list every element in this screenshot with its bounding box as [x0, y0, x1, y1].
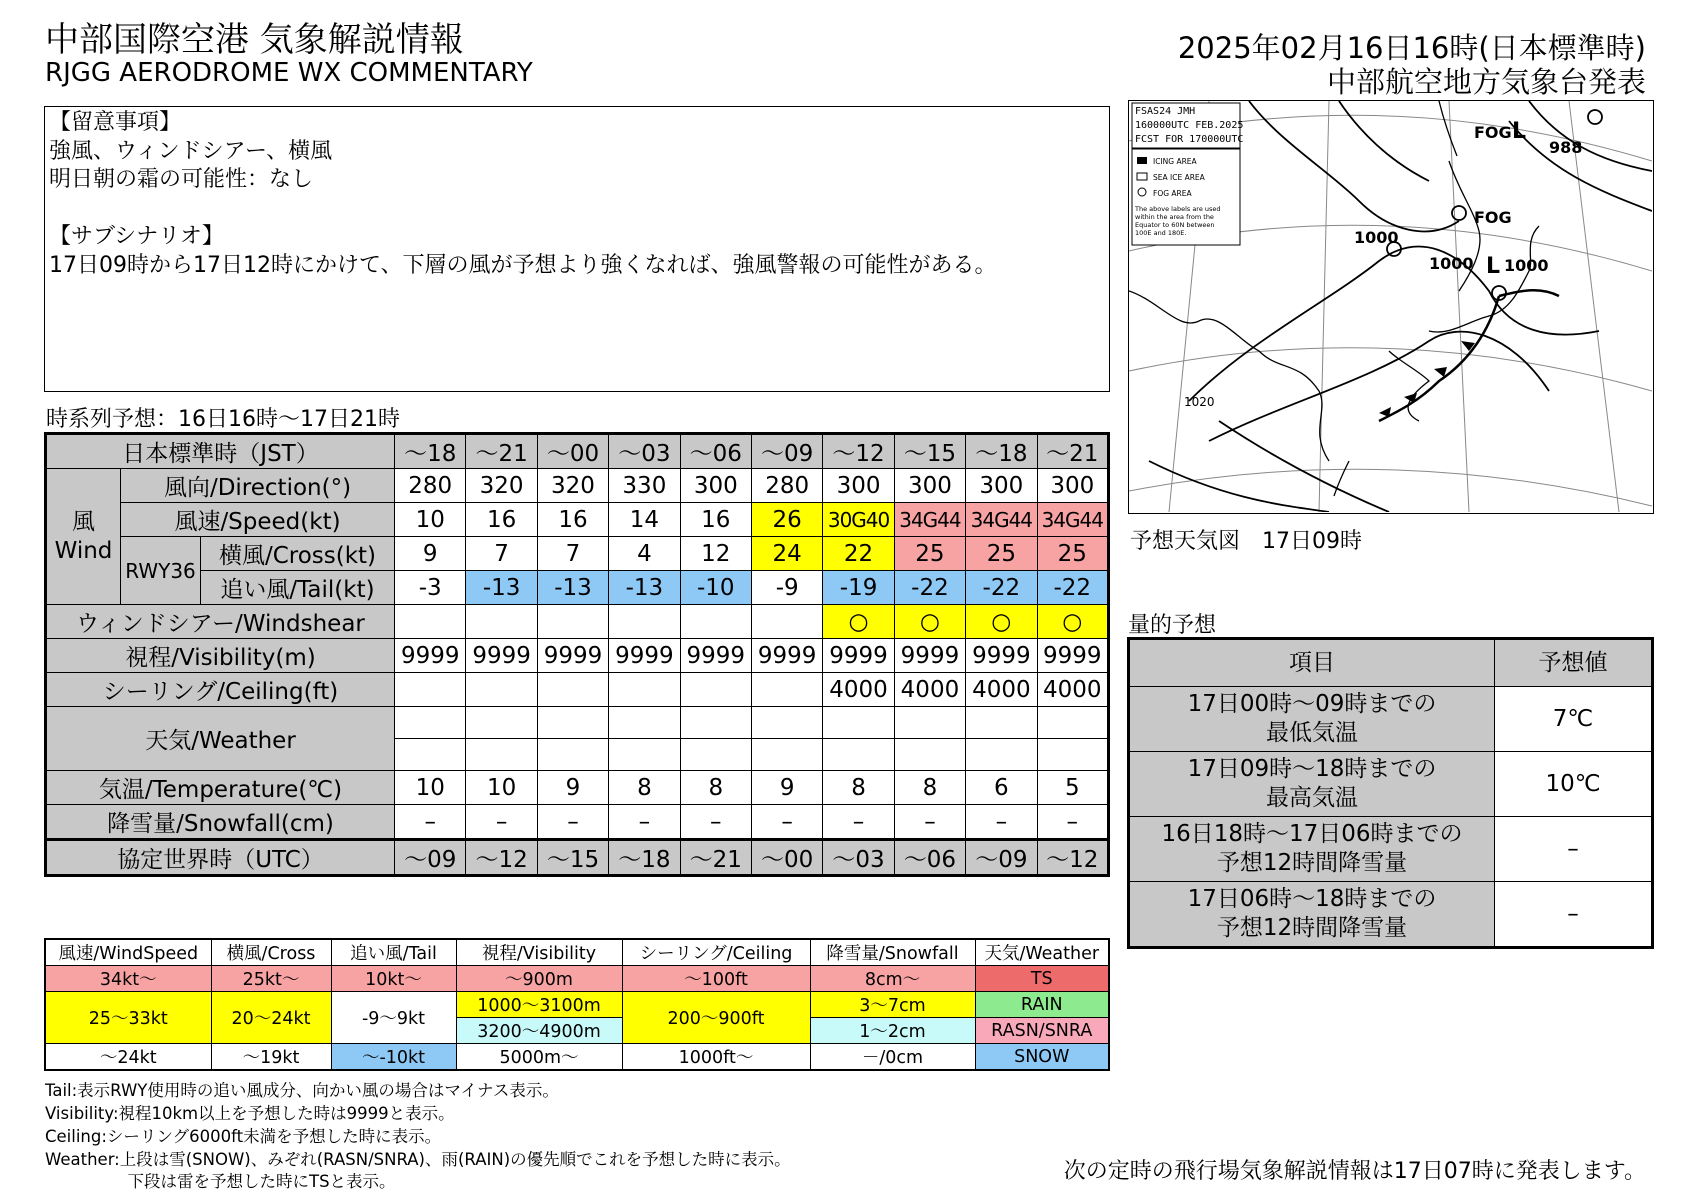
- row-tail: [46, 571, 1109, 605]
- quant-item: [1129, 817, 1495, 882]
- row-utc: [46, 840, 1109, 876]
- wind-label-jp: 風: [72, 508, 95, 535]
- windshear-label: ウィンドシアー/Windshear: [46, 605, 395, 639]
- legend-cell: -9～9kt: [331, 992, 456, 1044]
- visibility-cell: 9999: [1037, 639, 1108, 673]
- utc-cell: ～12: [1037, 840, 1108, 876]
- cross-cell: 12: [680, 537, 751, 571]
- snowfall-cell: –: [466, 805, 537, 840]
- visibility-cell: 9999: [395, 639, 466, 673]
- temperature-cell: 8: [823, 771, 894, 805]
- wind-group-label: [46, 469, 121, 605]
- row-cross: [46, 537, 1109, 571]
- legend-cell: －/0cm: [810, 1044, 975, 1071]
- cross-cell: 7: [466, 537, 537, 571]
- visibility-cell: 9999: [894, 639, 965, 673]
- cross-label: 横風/Cross(kt): [201, 537, 395, 571]
- temperature-cell: 9: [751, 771, 822, 805]
- temperature-cell: 8: [609, 771, 680, 805]
- legend-cell: 34kt～: [45, 966, 211, 992]
- weather-lower-cell: [466, 739, 537, 771]
- map-note-line: 100E and 180E.: [1135, 229, 1187, 237]
- quant-row: [1129, 752, 1653, 817]
- speed-cell: 14: [609, 503, 680, 537]
- weather-upper-cell: [609, 707, 680, 739]
- map-legend-fog: FOG AREA: [1153, 189, 1192, 198]
- jst-cell: ～21: [1037, 434, 1108, 469]
- footnote: Tail:表示RWY使用時の追い風成分、向かい風の場合はマイナス表示。: [45, 1081, 559, 1100]
- footnote: Ceiling:シーリング6000ft未満を予想した時に表示。: [45, 1127, 442, 1146]
- footnote: Visibility:視程10km以上を予想した時は9999と表示。: [45, 1104, 455, 1123]
- jst-cell: ～00: [537, 434, 608, 469]
- direction-cell: 280: [751, 469, 822, 503]
- ceiling-cell: 4000: [894, 673, 965, 707]
- legend-cell: SNOW: [975, 1044, 1109, 1071]
- ceiling-cell: [609, 673, 680, 707]
- direction-cell: 300: [1037, 469, 1108, 503]
- quant-header-value: 予想値: [1495, 639, 1653, 687]
- temperature-cell: 10: [466, 771, 537, 805]
- tail-cell: -10: [680, 571, 751, 605]
- cross-cell: 24: [751, 537, 822, 571]
- notes-line: 明日朝の霜の可能性：なし: [49, 167, 314, 192]
- visibility-label: 視程/Visibility(m): [46, 639, 395, 673]
- quant-row: [1129, 882, 1653, 948]
- snowfall-cell: –: [966, 805, 1037, 840]
- temperature-cell: 9: [537, 771, 608, 805]
- temperature-cell: 5: [1037, 771, 1108, 805]
- map-label-988: 988: [1549, 138, 1583, 157]
- windshear-cell: ○: [1037, 605, 1108, 639]
- temperature-cell: 8: [680, 771, 751, 805]
- windshear-cell: ○: [894, 605, 965, 639]
- legend-cell: ～100ft: [622, 966, 810, 992]
- snowfall-cell: –: [395, 805, 466, 840]
- cross-cell: 25: [966, 537, 1037, 571]
- notes-line: [49, 195, 1105, 224]
- speed-cell: 10: [395, 503, 466, 537]
- direction-cell: 300: [823, 469, 894, 503]
- chart-caption: 予想天気図 17日09時: [1130, 529, 1362, 554]
- row-snowfall: [46, 805, 1109, 840]
- ceiling-cell: [395, 673, 466, 707]
- windshear-cell: ○: [966, 605, 1037, 639]
- jst-cell: ～12: [823, 434, 894, 469]
- map-header-line: FSAS24 JMH: [1135, 106, 1196, 117]
- map-note-line: Equator to 60N between: [1135, 221, 1215, 229]
- map-label-fog: FOG: [1474, 208, 1512, 227]
- quant-item: [1129, 752, 1495, 817]
- notes-line: 強風、ウィンドシアー、横風: [49, 138, 333, 164]
- windshear-cell: [609, 605, 680, 639]
- weather-lower-cell: [680, 739, 751, 771]
- jst-cell: ～15: [894, 434, 965, 469]
- quant-header-item: 項目: [1129, 639, 1495, 687]
- legend-header: シーリング/Ceiling: [622, 939, 810, 966]
- quant-item-line1: 17日06時～18時までの: [1187, 886, 1437, 912]
- cross-cell: 25: [894, 537, 965, 571]
- quant-item-line2: 予想12時間降雪量: [1216, 915, 1408, 941]
- quant-item: [1129, 882, 1495, 948]
- tail-label: 追い風/Tail(kt): [201, 571, 395, 605]
- jst-cell: ～18: [966, 434, 1037, 469]
- ceiling-cell: [537, 673, 608, 707]
- forecast-weather-chart: [1128, 100, 1654, 514]
- cross-cell: 25: [1037, 537, 1108, 571]
- legend-row-white: [45, 1044, 1109, 1071]
- snowfall-label: 降雪量/Snowfall(cm): [46, 805, 395, 840]
- utc-cell: ～09: [966, 840, 1037, 876]
- ceiling-label: シーリング/Ceiling(ft): [46, 673, 395, 707]
- map-label-low: L: [1512, 119, 1527, 144]
- notes-line: 【サブシナリオ】: [49, 224, 224, 249]
- weather-lower-cell: [894, 739, 965, 771]
- legend-header: 風速/WindSpeed: [45, 939, 211, 966]
- quant-value: –: [1495, 882, 1653, 948]
- weather-lower-cell: [609, 739, 680, 771]
- notes-box: [44, 106, 1110, 392]
- temperature-cell: 8: [894, 771, 965, 805]
- cross-cell: 22: [823, 537, 894, 571]
- weather-lower-cell: [823, 739, 894, 771]
- jst-cell: ～06: [680, 434, 751, 469]
- ceiling-cell: [751, 673, 822, 707]
- timeseries-title: 時系列予想：16日16時～17日21時: [46, 407, 400, 432]
- snowfall-cell: –: [751, 805, 822, 840]
- direction-label: 風向/Direction(°): [121, 469, 395, 503]
- visibility-cell: 9999: [537, 639, 608, 673]
- quant-item: [1129, 687, 1495, 752]
- snowfall-cell: –: [537, 805, 608, 840]
- speed-cell: 34G44: [966, 503, 1037, 537]
- row-weather-upper: [46, 707, 1109, 739]
- weather-lower-cell: [1037, 739, 1108, 771]
- legend-cell: ～19kt: [211, 1044, 331, 1071]
- speed-cell: 34G44: [894, 503, 965, 537]
- weather-upper-cell: [966, 707, 1037, 739]
- legend-cell: 25～33kt: [45, 992, 211, 1044]
- cross-cell: 4: [609, 537, 680, 571]
- cross-cell: 9: [395, 537, 466, 571]
- speed-cell: 26: [751, 503, 822, 537]
- jst-cell: ～21: [466, 434, 537, 469]
- legend-cell: 3～7cm: [810, 992, 975, 1018]
- map-label-1000: 1000: [1354, 228, 1399, 247]
- visibility-cell: 9999: [466, 639, 537, 673]
- weather-chart-drawing: [1129, 101, 1652, 512]
- quant-item-line1: 16日18時～17日06時までの: [1161, 821, 1463, 847]
- legend-header: 追い風/Tail: [331, 939, 456, 966]
- quant-item-line2: 最高気温: [1266, 785, 1358, 811]
- utc-cell: ～00: [751, 840, 822, 876]
- utc-cell: ～09: [395, 840, 466, 876]
- direction-cell: 320: [466, 469, 537, 503]
- visibility-cell: 9999: [609, 639, 680, 673]
- windshear-cell: [395, 605, 466, 639]
- tail-cell: -22: [894, 571, 965, 605]
- windshear-cell: [751, 605, 822, 639]
- tail-cell: -3: [395, 571, 466, 605]
- legend-cell: 20～24kt: [211, 992, 331, 1044]
- legend-cell: RAIN: [975, 992, 1109, 1018]
- snowfall-cell: –: [823, 805, 894, 840]
- speed-cell: 16: [680, 503, 751, 537]
- map-note-line: within the area from the: [1135, 213, 1214, 221]
- row-temperature: [46, 771, 1109, 805]
- weather-upper-cell: [395, 707, 466, 739]
- tail-cell: -9: [751, 571, 822, 605]
- runway-label: RWY36: [121, 537, 201, 605]
- row-ceiling: [46, 673, 1109, 707]
- row-visibility: [46, 639, 1109, 673]
- footnote: Weather:上段は雪(SNOW)、みぞれ(RASN/SNRA)、雨(RAIN)の優先順でこれを予想した時に表示。: [45, 1150, 791, 1169]
- utc-cell: ～18: [609, 840, 680, 876]
- tail-cell: -22: [1037, 571, 1108, 605]
- tail-cell: -13: [537, 571, 608, 605]
- tail-cell: -22: [966, 571, 1037, 605]
- issuer: 中部航空地方気象台発表: [1326, 65, 1646, 99]
- legend-cell: RASN/SNRA: [975, 1018, 1109, 1044]
- quant-row: [1129, 687, 1653, 752]
- map-label-1000: 1000: [1429, 254, 1474, 273]
- weather-upper-cell: [894, 707, 965, 739]
- jst-cell: ～18: [395, 434, 466, 469]
- weather-lower-cell: [966, 739, 1037, 771]
- weather-upper-cell: [823, 707, 894, 739]
- wind-label-en: Wind: [54, 537, 113, 564]
- ceiling-cell: [466, 673, 537, 707]
- row-windshear: [46, 605, 1109, 639]
- snowfall-cell: –: [1037, 805, 1108, 840]
- quant-header-row: [1129, 639, 1653, 687]
- utc-cell: ～06: [894, 840, 965, 876]
- map-legend-icing: ICING AREA: [1153, 157, 1197, 166]
- legend-row-yellow: [45, 992, 1109, 1018]
- speed-cell: 16: [466, 503, 537, 537]
- direction-cell: 320: [537, 469, 608, 503]
- quant-item-line1: 17日09時～18時までの: [1187, 756, 1437, 782]
- tail-cell: -13: [609, 571, 680, 605]
- windshear-cell: ○: [823, 605, 894, 639]
- direction-cell: 280: [395, 469, 466, 503]
- legend-cell: 1000ft～: [622, 1044, 810, 1071]
- map-note-line: The above labels are used: [1135, 205, 1221, 213]
- quant-row: [1129, 817, 1653, 882]
- utc-cell: ～12: [466, 840, 537, 876]
- map-label-low: L: [1486, 254, 1501, 279]
- temperature-cell: 10: [395, 771, 466, 805]
- map-legend-sea-ice: SEA ICE AREA: [1153, 173, 1205, 182]
- ceiling-cell: 4000: [966, 673, 1037, 707]
- direction-cell: 300: [894, 469, 965, 503]
- row-direction: [46, 469, 1109, 503]
- legend-cell: 1～2cm: [810, 1018, 975, 1044]
- title-english: RJGG AERODROME WX COMMENTARY: [45, 58, 533, 88]
- legend-header: 視程/Visibility: [456, 939, 622, 966]
- legend-cell: 5000m～: [456, 1044, 622, 1071]
- speed-label: 風速/Speed(kt): [121, 503, 395, 537]
- legend-cell: ～900m: [456, 966, 622, 992]
- map-label-fog: FOG: [1474, 123, 1512, 142]
- quant-item-line2: 最低気温: [1266, 720, 1358, 746]
- speed-cell: 30G40: [823, 503, 894, 537]
- direction-cell: 300: [680, 469, 751, 503]
- ceiling-cell: 4000: [823, 673, 894, 707]
- legend-header: 横風/Cross: [211, 939, 331, 966]
- snowfall-cell: –: [680, 805, 751, 840]
- legend-header: 降雪量/Snowfall: [810, 939, 975, 966]
- weather-label: 天気/Weather: [46, 707, 395, 771]
- map-label-1020: 1020: [1184, 395, 1215, 409]
- footnote: 下段は雷を予想した時にTSと表示。: [45, 1172, 396, 1191]
- quant-item-line1: 17日00時～09時までの: [1187, 691, 1437, 717]
- speed-cell: 34G44: [1037, 503, 1108, 537]
- weather-lower-cell: [395, 739, 466, 771]
- utc-cell: ～03: [823, 840, 894, 876]
- windshear-cell: [537, 605, 608, 639]
- legend-cell: TS: [975, 966, 1109, 992]
- temperature-cell: 6: [966, 771, 1037, 805]
- legend-cell: 1000～3100m: [456, 992, 622, 1018]
- legend-cell: 8cm～: [810, 966, 975, 992]
- timeseries-table: [44, 432, 1110, 877]
- weather-lower-cell: [751, 739, 822, 771]
- utc-cell: ～15: [537, 840, 608, 876]
- legend-header: 天気/Weather: [975, 939, 1109, 966]
- row-speed: [46, 503, 1109, 537]
- quantitative-table: [1127, 637, 1654, 949]
- windshear-cell: [680, 605, 751, 639]
- direction-cell: 330: [609, 469, 680, 503]
- issue-datetime: 2025年02月16日16時(日本標準時): [1177, 31, 1646, 65]
- direction-cell: 300: [966, 469, 1037, 503]
- quantitative-title: 量的予想: [1128, 613, 1217, 638]
- cross-cell: 7: [537, 537, 608, 571]
- jst-cell: ～09: [751, 434, 822, 469]
- notes-line: 【留意事項】: [49, 110, 182, 135]
- utc-label: 協定世界時（UTC）: [46, 840, 395, 876]
- visibility-cell: 9999: [823, 639, 894, 673]
- quant-value: 7℃: [1495, 687, 1653, 752]
- tail-cell: -19: [823, 571, 894, 605]
- speed-cell: 16: [537, 503, 608, 537]
- ceiling-cell: [680, 673, 751, 707]
- temperature-label: 気温/Temperature(℃): [46, 771, 395, 805]
- legend-cell: 10kt～: [331, 966, 456, 992]
- visibility-cell: 9999: [751, 639, 822, 673]
- ceiling-cell: 4000: [1037, 673, 1108, 707]
- tail-cell: -13: [466, 571, 537, 605]
- weather-upper-cell: [751, 707, 822, 739]
- title-japanese: 中部国際空港 気象解説情報: [45, 20, 464, 60]
- legend-cell: 200～900ft: [622, 992, 810, 1044]
- map-header-line: 160000UTC FEB.2025: [1135, 120, 1244, 131]
- weather-upper-cell: [537, 707, 608, 739]
- weather-lower-cell: [537, 739, 608, 771]
- legend-cell: 3200～4900m: [456, 1018, 622, 1044]
- snowfall-cell: –: [609, 805, 680, 840]
- row-jst: [46, 434, 1109, 469]
- weather-upper-cell: [680, 707, 751, 739]
- quant-value: –: [1495, 817, 1653, 882]
- map-header-line: FCST FOR 170000UTC: [1135, 134, 1244, 145]
- quant-item-line2: 予想12時間降雪量: [1216, 850, 1408, 876]
- legend-row-red: [45, 966, 1109, 992]
- legend-cell: 25kt～: [211, 966, 331, 992]
- legend-cell: ～-10kt: [331, 1044, 456, 1071]
- weather-upper-cell: [1037, 707, 1108, 739]
- map-label-1000: 1000: [1504, 256, 1549, 275]
- jst-label: 日本標準時（JST）: [46, 434, 395, 469]
- visibility-cell: 9999: [966, 639, 1037, 673]
- color-legend-table: [44, 938, 1110, 1071]
- utc-cell: ～21: [680, 840, 751, 876]
- jst-cell: ～03: [609, 434, 680, 469]
- windshear-cell: [466, 605, 537, 639]
- weather-upper-cell: [466, 707, 537, 739]
- next-issue-notice: 次の定時の飛行場気象解説情報は17日07時に発表します。: [1063, 1159, 1646, 1184]
- legend-header-row: [45, 939, 1109, 966]
- notes-line: 17日09時から17日12時にかけて、下層の風が予想より強くなれば、強風警報の可能性がある。: [49, 252, 997, 278]
- snowfall-cell: –: [894, 805, 965, 840]
- visibility-cell: 9999: [680, 639, 751, 673]
- quant-value: 10℃: [1495, 752, 1653, 817]
- legend-cell: ～24kt: [45, 1044, 211, 1071]
